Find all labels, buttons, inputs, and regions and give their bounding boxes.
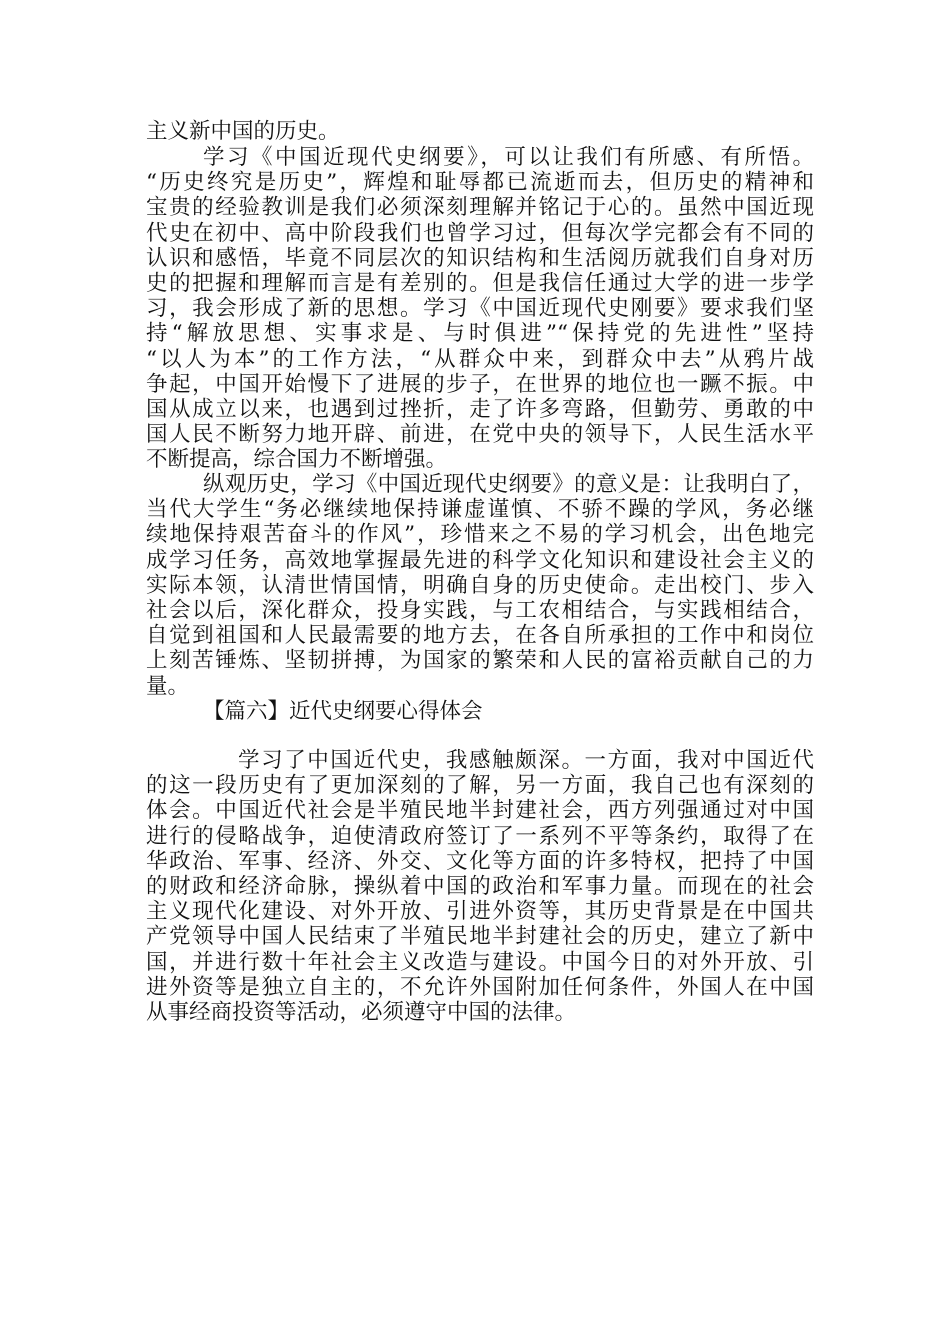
text-line: 持“解放思想、实事求是、与时俱进”“保持党的先进性”坚持 <box>146 321 814 347</box>
text-line: 争起，中国开始慢下了进展的步子，在世界的地位也一蹶不振。中 <box>146 371 814 397</box>
text-line: 国从成立以来，也遇到过挫折，走了许多弯路，但勤劳、勇敢的中 <box>146 396 814 422</box>
text-line: 社会以后，深化群众，投身实践，与工农相结合，与实践相结合， <box>146 597 814 623</box>
text-line: 产党领导中国人民结束了半殖民地半封建社会的历史，建立了新中 <box>146 924 814 950</box>
text-line: 进外资等是独立自主的，不允许外国附加任何条件，外国人在中国 <box>146 974 814 1000</box>
text-line: 国人民不断努力地开辟、前进，在党中央的领导下，人民生活水平 <box>146 422 814 448</box>
text-line: 实际本领，认清世情国情，明确自身的历史使命。走出校门、步入 <box>146 572 814 598</box>
text-line: 史的把握和理解而言是有差别的。但是我信任通过大学的进一步学 <box>146 270 814 296</box>
text-line: 习，我会形成了新的思想。学习《中国近现代史刚要》要求我们坚 <box>146 296 814 322</box>
text-line: 自觉到祖国和人民最需要的地方去，在各自所承担的工作中和岗位 <box>146 623 814 649</box>
text-line: 主义新中国的历史。 <box>146 119 340 144</box>
text-line: 国，并进行数十年社会主义改造与建设。中国今日的对外开放、引 <box>146 949 814 975</box>
text-line: 续地保持艰苦奋斗的作风”，珍惜来之不易的学习机会，出色地完 <box>146 522 814 548</box>
heading-text: 【篇六】近代史纲要心得体会 <box>203 699 483 724</box>
text-line: 主义现代化建设、对外开放、引进外资等，其历史背景是在中国共 <box>146 899 814 925</box>
text-line: 华政治、军事、经济、外交、文化等方面的许多特权，把持了中国 <box>146 848 814 874</box>
text-line: 的财政和经济命脉，操纵着中国的政治和军事力量。而现在的社会 <box>146 873 814 899</box>
text-line: 成学习任务，高效地掌握最先进的科学文化知识和建设社会主义的 <box>146 547 814 573</box>
text-line: 宝贵的经验教训是我们必须深刻理解并铭记于心的。虽然中国近现 <box>146 195 814 221</box>
paragraph-study-outline <box>146 145 814 472</box>
text-line: 学习了中国近代史，我感触颇深。一方面，我对中国近代 <box>238 748 814 773</box>
text-line: 的这一段历史有了更加深刻的了解，另一方面，我自己也有深刻的 <box>146 773 814 799</box>
text-line: 认识和感悟，毕竟不同层次的知识结构和生活阅历就我们自身对历 <box>146 245 814 271</box>
text-line: 量。 <box>146 673 190 699</box>
text-line: 进行的侵略战争，迫使清政府签订了一系列不平等条约，取得了在 <box>146 823 814 849</box>
text-line: “以人为本”的工作方法，“从群众中来，到群众中去”从鸦片战 <box>146 346 814 372</box>
text-line: 上刻苦锤炼、坚韧拼搏，为国家的繁荣和人民的富裕贡献自己的力 <box>146 648 814 674</box>
text-line: 纵观历史，学习《中国近现代史纲要》的意义是：让我明白了， <box>203 472 814 497</box>
section-heading <box>146 699 814 724</box>
text-line: 代史在初中、高中阶段我们也曾学习过，但每次学完都会有不同的 <box>146 220 814 246</box>
paragraph-continuation <box>146 119 814 144</box>
paragraph-significance <box>146 472 814 699</box>
text-line: 从事经商投资等活动，必须遵守中国的法律。 <box>146 999 577 1025</box>
text-line: 学习《中国近现代史纲要》，可以让我们有所感、有所悟。 <box>203 145 814 170</box>
paragraph-modern-history <box>146 748 814 1025</box>
text-line: 不断提高，综合国力不断增强。 <box>146 447 448 473</box>
text-line: 当代大学生“务必继续地保持谦虚谨慎、不骄不躁的学风，务必继 <box>146 497 814 523</box>
text-line: “历史终究是历史”，辉煌和耻辱都已流逝而去，但历史的精神和 <box>146 170 814 196</box>
text-line: 体会。中国近代社会是半殖民地半封建社会，西方列强通过对中国 <box>146 798 814 824</box>
